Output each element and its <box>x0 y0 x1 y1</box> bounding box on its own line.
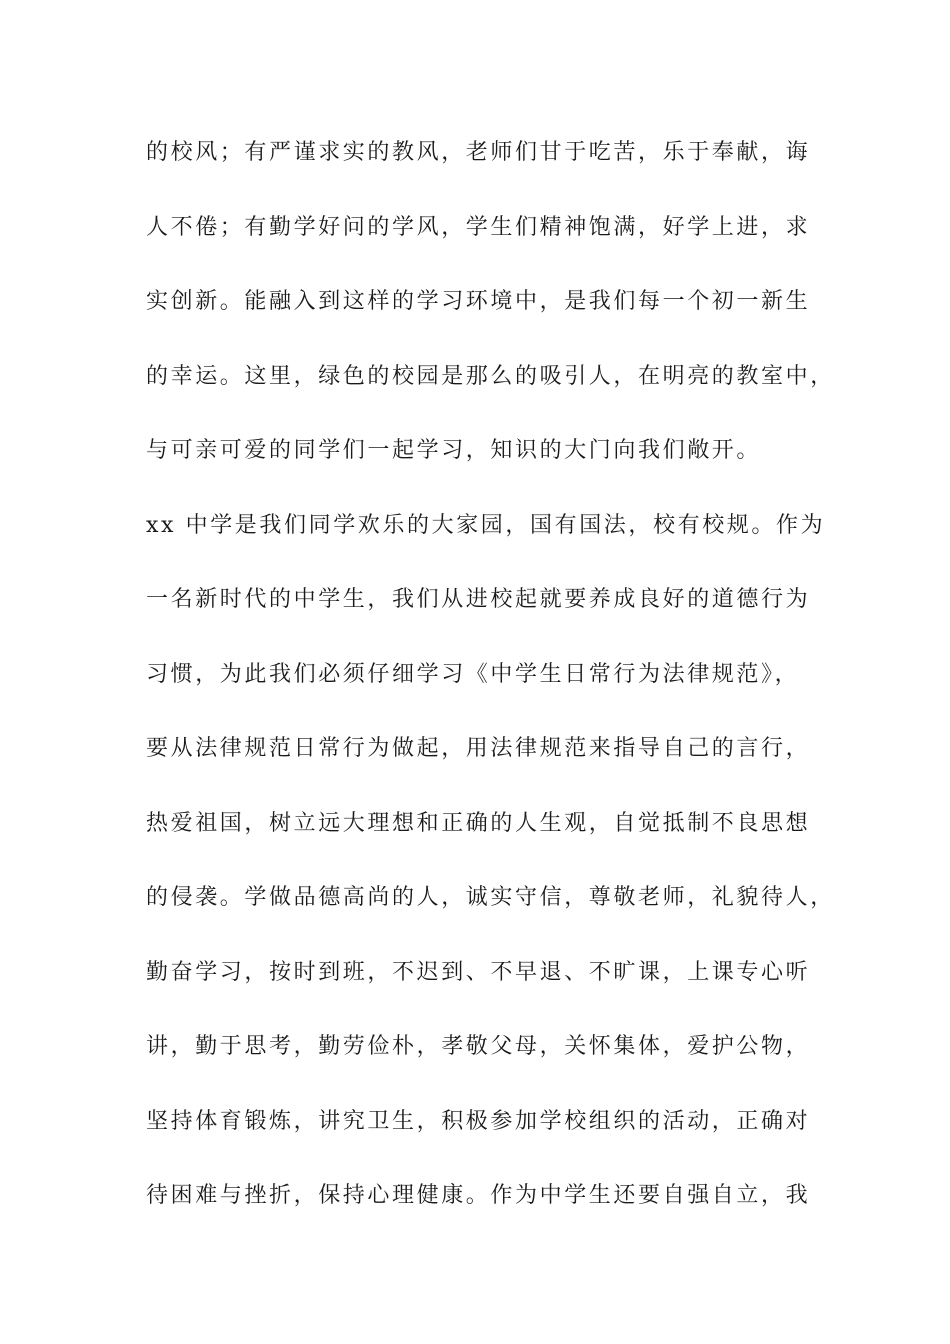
text-line: 的幸运。这里，绿色的校园是那么的吸引人，在明亮的教室中， <box>146 363 835 389</box>
text-line: 热爱祖国，树立远大理想和正确的人生观，自觉抵制不良思想 <box>146 810 811 836</box>
text-line: 要从法律规范日常行为做起，用法律规范来指导自己的言行， <box>146 736 811 761</box>
text-line: 人不倦；有勤学好问的学风，学生们精神饱满，好学上进，求 <box>146 214 811 240</box>
text-line: 习惯，为此我们必须仔细学习《中学生日常行为法律规范》， <box>146 661 800 687</box>
text-line: 与可亲可爱的同学们一起学习，知识的大门向我们敞开。 <box>146 438 762 463</box>
text-line: 一名新时代的中学生，我们从进校起就要养成良好的道德行为 <box>146 587 811 612</box>
text-line: 待困难与挫折，保持心理健康。作为中学生还要自强自立，我 <box>146 1183 811 1208</box>
text-line: 勤奋学习，按时到班，不迟到、不早退、不旷课，上课专心听 <box>146 959 811 985</box>
text-line: 的侵袭。学做品德高尚的人，诚实守信，尊敬老师，礼貌待人， <box>146 885 835 910</box>
text-line: xx 中学是我们同学欢乐的大家园，国有国法，校有校规。作为 <box>146 512 826 538</box>
text-line: 实创新。能融入到这样的学习环境中，是我们每一个初一新生 <box>146 289 811 314</box>
text-line: 讲，勤于思考，勤劳俭朴，孝敬父母，关怀集体，爱护公物， <box>146 1034 811 1059</box>
text-line: 的校风；有严谨求实的教风，老师们甘于吃苦，乐于奉献，诲 <box>146 140 811 165</box>
text-line: 坚持体育锻炼，讲究卫生，积极参加学校组织的活动，正确对 <box>146 1108 811 1134</box>
body-text <box>146 127 835 1245</box>
